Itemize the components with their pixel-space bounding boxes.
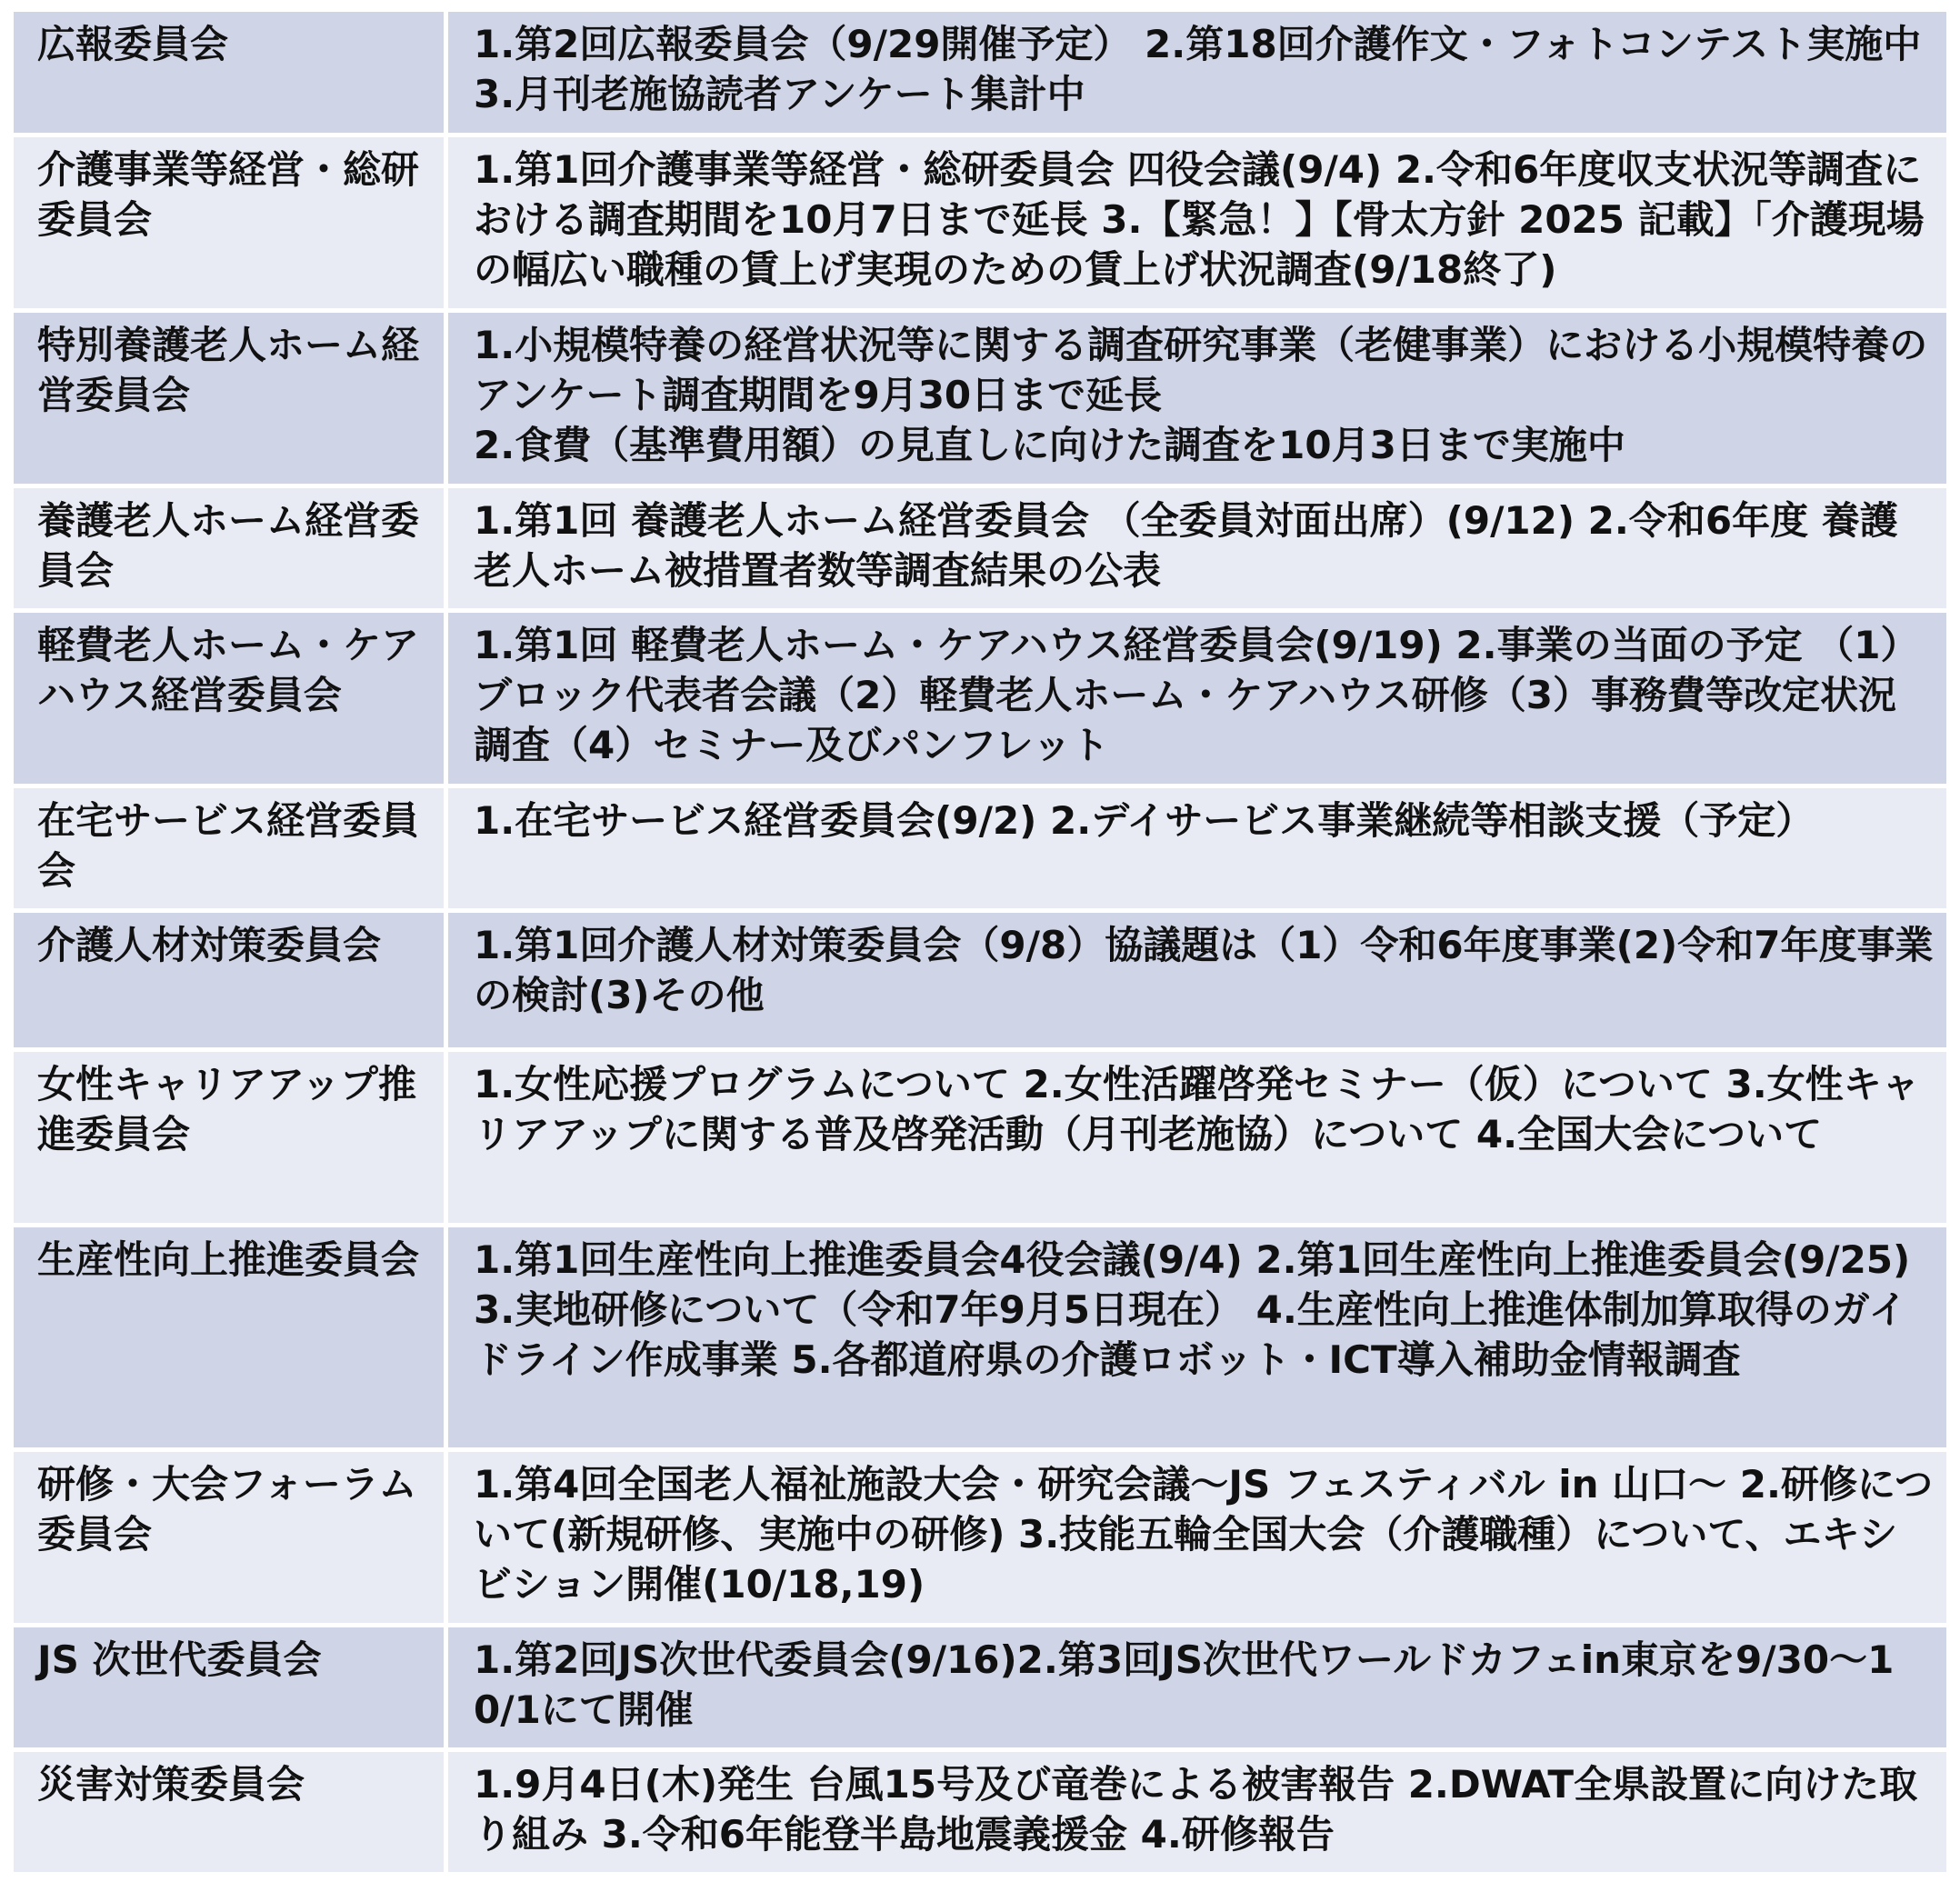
table-row xyxy=(12,135,1949,311)
committee-name: JS 次世代委員会 xyxy=(12,1626,446,1750)
committee-activities: 1.第1回 軽費老人ホーム・ケアハウス経営委員会(9/19) 2.事業の当面の予定 （1）ブロック代表者会議（2）軽費老人ホーム・ケアハウス研修（3）事務費等改定状況調査（4）セミナー及びパンフレット xyxy=(446,611,1949,786)
committee-name: 生産性向上推進委員会 xyxy=(12,1226,446,1450)
committee-name: 養護老人ホーム経営委員会 xyxy=(12,486,446,611)
table-row xyxy=(12,786,1949,911)
table-row xyxy=(12,1226,1949,1450)
committee-name: 介護人材対策委員会 xyxy=(12,911,446,1050)
table-row xyxy=(12,486,1949,611)
table-row xyxy=(12,611,1949,786)
committee-activities: 1.第1回 養護老人ホーム経営委員会 （全委員対面出席）(9/12) 2.令和6年度 養護老人ホーム被措置者数等調査結果の公表 xyxy=(446,486,1949,611)
table-row xyxy=(12,1050,1949,1226)
committee-activities: 1.第1回生産性向上推進委員会4役会議(9/4) 2.第1回生産性向上推進委員会(9/25) 3.実地研修について（令和7年9月5日現在） 4.生産性向上推進体制加算取得のガイドライン作成事業 5.各都道府県の介護ロボット・ICT導入補助金情報調査 xyxy=(446,1226,1949,1450)
committee-activities: 1.女性応援プログラムについて 2.女性活躍啓発セミナー（仮）について 3.女性キャリアアップに関する普及啓発活動（月刊老施協）について 4.全国大会について xyxy=(446,1050,1949,1226)
committee-name: 広報委員会 xyxy=(12,10,446,135)
table-row xyxy=(12,911,1949,1050)
table-row xyxy=(12,1626,1949,1750)
table-row xyxy=(12,10,1949,135)
committee-name: 軽費老人ホーム・ケアハウス経営委員会 xyxy=(12,611,446,786)
table-row xyxy=(12,311,1949,486)
committee-activities: 1.在宅サービス経営委員会(9/2) 2.デイサービス事業継続等相談支援（予定） xyxy=(446,786,1949,911)
committee-name: 災害対策委員会 xyxy=(12,1750,446,1875)
committee-activities: 1.第4回全国老人福祉施設大会・研究会議〜JS フェスティバル in 山口〜 2.研修について(新規研修、実施中の研修) 3.技能五輪全国大会（介護職種）について、エキシビション開催(10/18,19) xyxy=(446,1450,1949,1626)
committee-activities: 1.第2回広報委員会（9/29開催予定） 2.第18回介護作文・フォトコンテスト実施中 3.月刊老施協読者アンケート集計中 xyxy=(446,10,1949,135)
committee-name: 特別養護老人ホーム経営委員会 xyxy=(12,311,446,486)
committee-activities: 1.第2回JS次世代委員会(9/16)2.第3回JS次世代ワールドカフェin東京を9/30〜10/1にて開催 xyxy=(446,1626,1949,1750)
table-row xyxy=(12,1750,1949,1875)
committee-name: 介護事業等経営・総研委員会 xyxy=(12,135,446,311)
table-row xyxy=(12,1450,1949,1626)
committee-activities: 1.第1回介護事業等経営・総研委員会 四役会議(9/4) 2.令和6年度収支状況等調査における調査期間を10月7日まで延長 3.【緊急！】【骨太方針 2025 記載】「介護現場の幅広い職種の賃上げ実現のための賃上げ状況調査(9/18終了) xyxy=(446,135,1949,311)
committee-report-table xyxy=(9,7,1951,1877)
committee-name: 在宅サービス経営委員会 xyxy=(12,786,446,911)
committee-name: 女性キャリアアップ推進委員会 xyxy=(12,1050,446,1226)
committee-activities: 1.9月4日(木)発生 台風15号及び竜巻による被害報告 2.DWAT全県設置に向けた取り組み 3.令和6年能登半島地震義援金 4.研修報告 xyxy=(446,1750,1949,1875)
committee-activities: 1.第1回介護人材対策委員会（9/8）協議題は（1）令和6年度事業(2)令和7年度事業の検討(3)その他 xyxy=(446,911,1949,1050)
committee-activities: 1.小規模特養の経営状況等に関する調査研究事業（老健事業）における小規模特養のアンケート調査期間を9月30日まで延長 2.食費（基準費用額）の見直しに向けた調査を10月3日まで実施中 xyxy=(446,311,1949,486)
committee-name: 研修・大会フォーラム委員会 xyxy=(12,1450,446,1626)
